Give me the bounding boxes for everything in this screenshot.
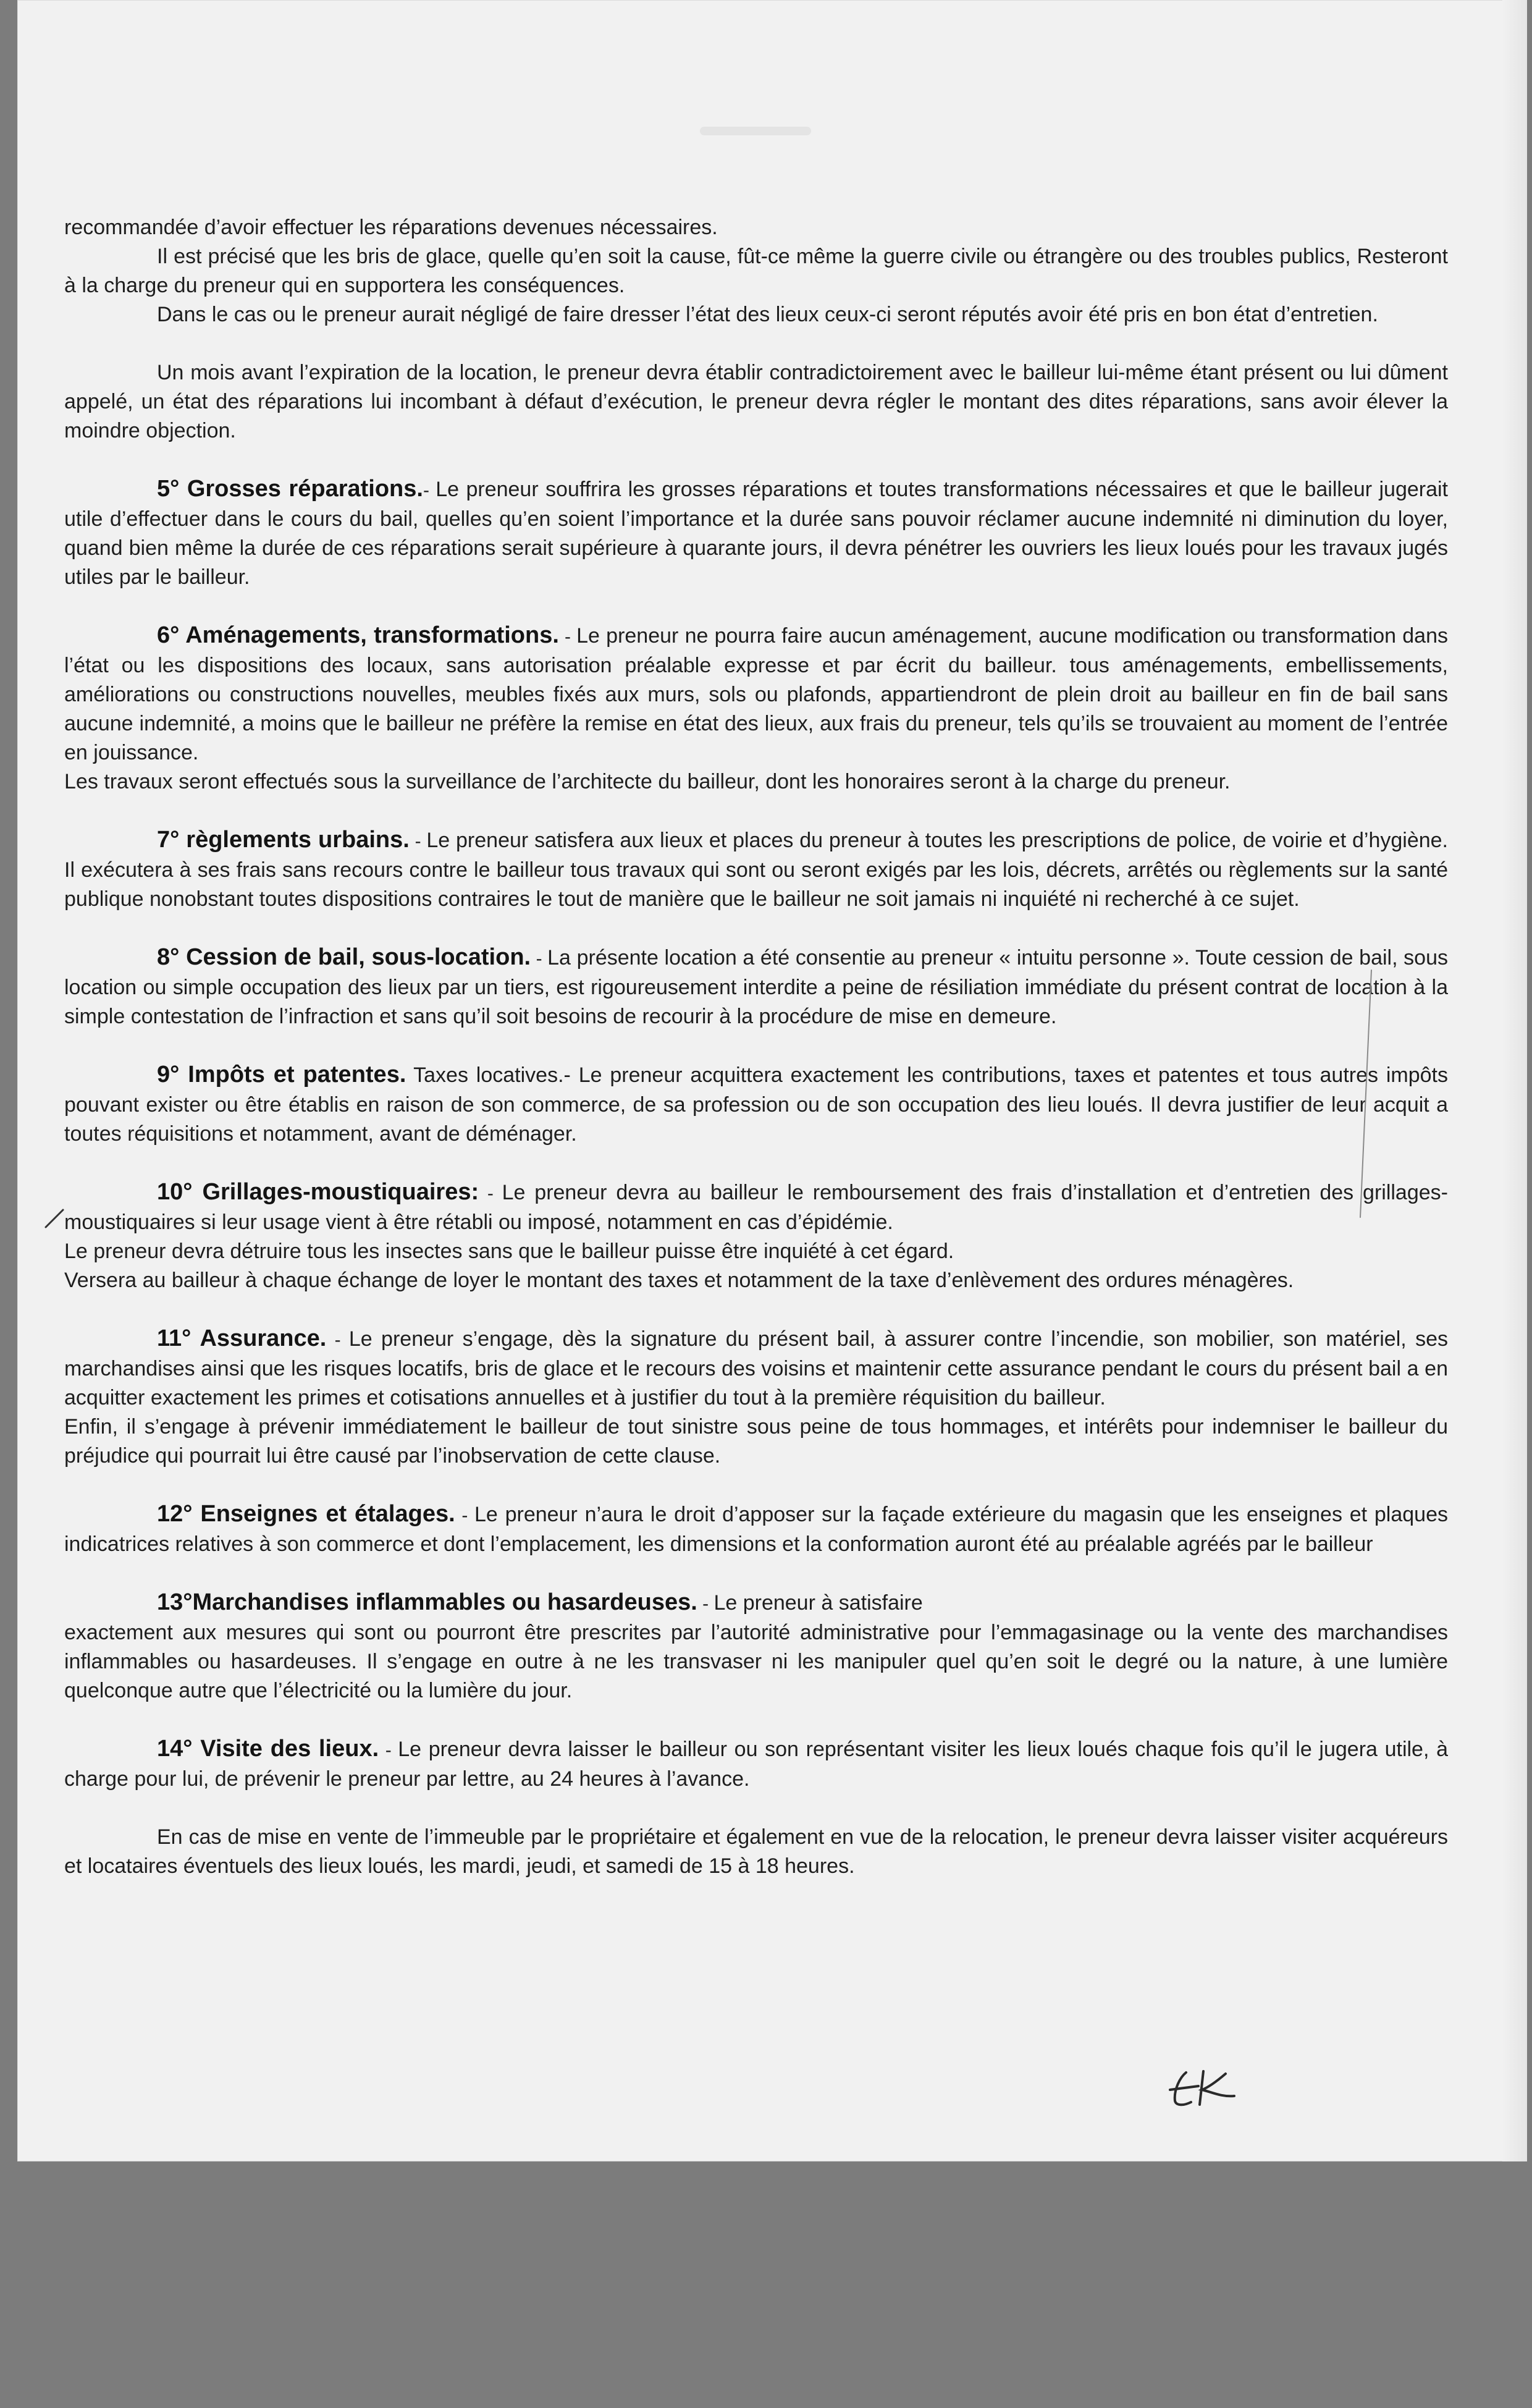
- section-11-heading: 11° Assurance.: [157, 1325, 327, 1351]
- section-14: [64, 1734, 1448, 1794]
- section-13: [64, 1588, 1448, 1618]
- margin-pencil-line: [1347, 964, 1384, 1223]
- section-5-heading: 5° Grosses réparations.: [157, 476, 423, 502]
- section-10-body: Le preneur devra au bailleur le remboursement des frais d’installation et d’entretien des grillages-moustiquaires si leur usage vient à être rétabli ou imposé, notamment en cas d’épidémie.: [64, 1181, 1448, 1234]
- document-body: [64, 213, 1448, 1881]
- section-10-extra-0: Le preneur devra détruire tous les insectes sans que le bailleur puisse être inquiété à cet égard.: [64, 1240, 954, 1263]
- paragraph-expiration: Un mois avant l’expiration de la location, le preneur devra établir contradictoirement avec le bailleur lui-même étant présent ou lui dûment appelé, un état des réparations lui incombant à défaut d’exécution, le preneur devra régler le montant des dites réparations, sans avoir élever la moindre objection.: [64, 361, 1448, 442]
- section-10-heading: 10° Grillages-moustiquaires:: [157, 1179, 479, 1205]
- section-10: [64, 1178, 1448, 1237]
- section-5: [64, 475, 1448, 592]
- section-12: [64, 1500, 1448, 1559]
- section-7-dash: -: [409, 831, 427, 851]
- section-9-heading: 9° Impôts et patentes.: [157, 1062, 406, 1088]
- section-5-dash: -: [423, 480, 436, 501]
- section-7: [64, 826, 1448, 914]
- section-10-extra-1: Versera au bailleur à chaque échange de loyer le montant des taxes et notamment de la taxe d’enlèvement des ordures ménagères.: [64, 1269, 1294, 1292]
- scan-smudge: [700, 127, 811, 135]
- section-12-heading: 12° Enseignes et étalages.: [157, 1501, 455, 1527]
- section-5-body: Le preneur souffrira les grosses réparations et toutes transformations nécessaires et que le bailleur jugerait utile d’effectuer dans le cours du bail, quelles qu’en soient l’importance et la durée sans pouvoir réclamer aucune indemnité ni diminution du loyer, quand bien même la durée de ces réparations serait supérieure à quarante jours, il devra pénétrer les ouvriers les lieux loués pour les travaux jugés utiles par le bailleur.: [64, 478, 1449, 589]
- section-14-dash: -: [379, 1740, 398, 1760]
- section-13-body: Le preneur à satisfaire: [713, 1591, 923, 1615]
- section-13-heading: 13°Marchandises inflammables ou hasardeuses.: [157, 1589, 697, 1615]
- section-6-dash: -: [558, 627, 577, 647]
- section-9-body: Taxes locatives.- Le preneur acquittera exactement les contributions, taxes et patentes et tous autres impôts pouvant exister ou être établis en raison de son commerce, de sa profession ou de son occupation des lieu loués. Il devra justifier de leur acquit a toutes réquisitions et notamment, avant de déménager.: [64, 1063, 1448, 1146]
- section-12-body: Le preneur n’aura le droit d’apposer sur la façade extérieure du magasin que les enseignes et plaques indicatrices relatives à son commerce et dont l’emplacement, les dimensions et la conformation auront été au préalable agréés par le bailleur: [64, 1503, 1448, 1556]
- section-8-dash: -: [531, 948, 548, 969]
- section-7-body: Le preneur satisfera aux lieux et places du preneur à toutes les prescriptions de police, de voirie et d’hygiène. Il exécutera à ses frais sans recours contre le bailleur tous travaux qui sont ou seront exigés par les lois, décrets, arrêtés ou règlements sur la santé publique nonobstant toutes dispositions contraires le tout de manière que le bailleur ne soit jamais ni inquiété ni recherché à ce sujet.: [64, 829, 1449, 911]
- section-6-body: Le preneur ne pourra faire aucun aménagement, aucune modification ou transformation dans l’état ou les dispositions des locaux, sans autorisation préalable expresse et par écrit du bailleur. tous aménagements, embellissements, améliorations ou constructions nouvelles, meubles fixés aux murs, sols ou plafonds, appartiendront de plein droit au bailleur en fin de bail sans aucune indemnité, a moins que le bailleur ne préfère la remise en état des lieux, aux frais du preneur, tels qu’ils se trouvaient au moment de l’entrée en jouissance.: [64, 624, 1448, 764]
- section-6-heading: 6° Aménagements, transformations.: [157, 622, 559, 648]
- section-14-body: Le preneur devra laisser le bailleur ou son représentant visiter les lieux loués chaque fois qu’il le jugera utile, à charge pour lui, de prévenir le preneur par lettre, au 24 heures à l’avance.: [64, 1738, 1448, 1791]
- section-9-dash: [406, 1066, 413, 1086]
- section-11: [64, 1324, 1448, 1413]
- section-13-dash: -: [697, 1594, 714, 1614]
- paragraph-bris-de-glace: Il est précisé que les bris de glace, quelle qu’en soit la cause, fût-ce même la guerre civile ou étrangère ou des troubles publics, Resteront à la charge du preneur qui en supportera les conséquences.: [64, 245, 1448, 297]
- section-13-extra-0: exactement aux mesures qui sont ou pourront être prescrites par l’autorité administrative pour l’emmagasinage ou la vente des marchandises inflammables ou hasardeuses. Il s’engage en outre à ne les transvaser ni les manipuler quel qu’en soit le degré ou la nature, à une lumière quelconque autre que l’électricité ou la lumière du jour.: [64, 1621, 1448, 1702]
- scan-edge-shadow: [1502, 0, 1527, 2161]
- paragraph-closing: En cas de mise en vente de l’immeuble par le propriétaire et également en vue de la relocation, le preneur devra laisser visiter acquéreurs et locataires éventuels des lieux loués, les mardi, jeudi, et samedi de 15 à 18 heures.: [64, 1825, 1448, 1878]
- section-11-extra-0: Enfin, il s’engage à prévenir immédiatement le bailleur de tout sinistre sous peine de tous hommages, et intérêts pour indemniser le bailleur du préjudice qui pourrait lui être causé par l’inobservation de cette clause.: [64, 1415, 1448, 1468]
- section-6-extra-0: Les travaux seront effectués sous la surveillance de l’architecte du bailleur, dont les honoraires seront à la charge du preneur.: [64, 770, 1231, 793]
- section-12-dash: -: [455, 1505, 475, 1526]
- handwritten-initials: [1161, 2065, 1242, 2114]
- section-14-heading: 14° Visite des lieux.: [157, 1736, 379, 1762]
- section-11-dash: -: [326, 1330, 349, 1350]
- section-8: [64, 943, 1448, 1031]
- paragraph-intro: recommandée d’avoir effectuer les réparations devenues nécessaires.: [64, 216, 718, 239]
- section-9: [64, 1060, 1448, 1149]
- section-6: [64, 621, 1448, 767]
- section-10-dash: -: [479, 1183, 502, 1204]
- section-8-body: La présente location a été consentie au preneur « intuitu personne ». Toute cession de bail, sous location ou simple occupation des lieux par un tiers, est rigoureusement interdite a peine de résiliation immédiate du présent contrat de location à la simple contestation de l’infraction et sans qu’il soit besoins de recourir à la procédure de mise en demeure.: [64, 946, 1448, 1028]
- section-11-body: Le preneur s’engage, dès la signature du présent bail, à assurer contre l’incendie, son mobilier, son matériel, ses marchandises ainsi que les risques locatifs, bris de glace et le recours des voisins et maintenir cette assurance pendant le cours du présent bail a en acquitter exactement les primes et cotisations annuelles et à justifier du tout à la première réquisition du bailleur.: [64, 1327, 1448, 1409]
- section-8-heading: 8° Cession de bail, sous-location.: [157, 944, 531, 970]
- margin-slash-mark: [42, 1206, 67, 1231]
- paragraph-etat-des-lieux: Dans le cas ou le preneur aurait négligé de faire dresser l’état des lieux ceux-ci seront réputés avoir été pris en bon état d’entretien.: [157, 303, 1378, 326]
- section-7-heading: 7° règlements urbains.: [157, 827, 410, 853]
